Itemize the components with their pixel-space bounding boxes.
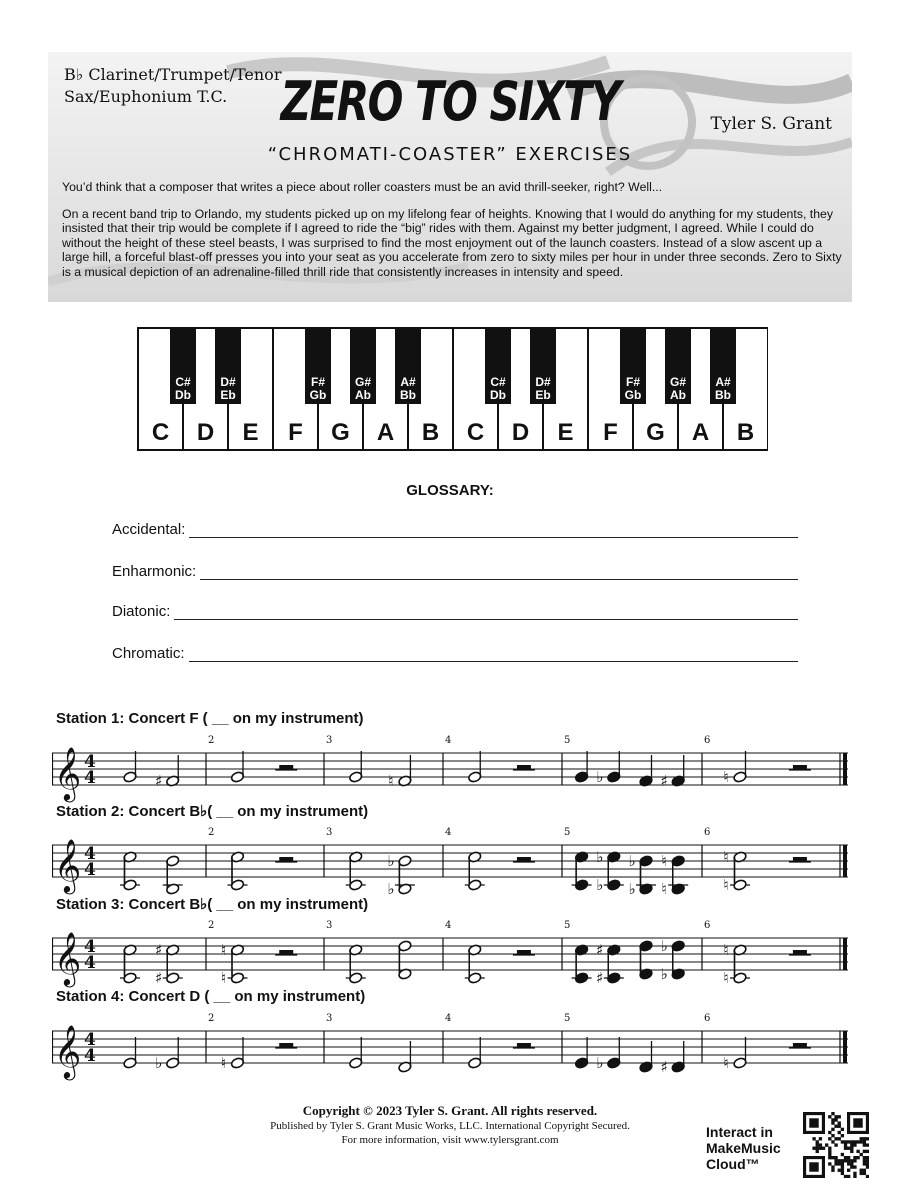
accidental: ♮ xyxy=(723,1054,729,1072)
measure-number: 6 xyxy=(704,827,711,838)
glossary-title: GLOSSARY: xyxy=(406,482,494,499)
measure-number: 2 xyxy=(208,1013,215,1024)
glossary-row-enharmonic xyxy=(112,563,798,580)
note xyxy=(639,940,653,980)
instrument-line-1: B♭ Clarinet/Trumpet/Tenor xyxy=(64,65,282,84)
final-barline xyxy=(843,1031,847,1063)
black-key-flat-label: Ab xyxy=(670,388,686,402)
black-key-sharp-label: A# xyxy=(715,375,731,389)
piece-title: ZERO TO SIXTY xyxy=(280,70,620,133)
time-signature-top: 4 xyxy=(84,1030,96,1050)
treble-clef-icon: 𝄞 xyxy=(54,838,82,892)
accidental: ♮ xyxy=(220,1054,227,1072)
black-key-flat-label: Db xyxy=(490,388,506,402)
composer-name: Tyler S. Grant xyxy=(710,114,832,134)
accidental: ♯ xyxy=(155,941,163,959)
final-barline xyxy=(843,938,847,970)
white-key-label: F xyxy=(288,419,303,446)
accidental: ♭ xyxy=(660,937,668,955)
intro-paragraph-1: You’d think that a composer that writes a piece about roller coasters must be an avid thrill-seeker, right? Well... xyxy=(62,180,663,194)
accidental: ♭ xyxy=(660,965,668,983)
time-signature-top: 4 xyxy=(84,844,96,864)
accidental: ♮ xyxy=(723,941,729,959)
black-key-sharp-label: G# xyxy=(354,375,372,389)
black-key-sharp-label: D# xyxy=(220,375,236,389)
measure-number: 4 xyxy=(445,1013,452,1024)
glossary-term: Enharmonic: xyxy=(112,563,197,580)
measure-number: 2 xyxy=(208,735,215,746)
station-3-staff xyxy=(52,920,852,988)
black-key xyxy=(485,328,511,404)
black-key-sharp-label: G# xyxy=(669,375,687,389)
accidental: ♭ xyxy=(628,880,636,895)
accidental: ♭ xyxy=(596,768,604,786)
accidental: ♮ xyxy=(220,941,227,959)
accidental: ♯ xyxy=(596,941,604,959)
black-key-flat-label: Gb xyxy=(309,388,327,402)
black-key-sharp-label: F# xyxy=(625,375,641,389)
intro-text xyxy=(62,180,847,292)
black-key xyxy=(215,328,241,404)
glossary-answer-line[interactable] xyxy=(174,605,798,620)
publisher-line: Published by Tyler S. Grant Music Works, LLC. International Copyright Secured. xyxy=(270,1120,630,1132)
black-key xyxy=(305,328,331,404)
measure-number: 3 xyxy=(326,1013,333,1024)
note xyxy=(628,852,656,895)
makemusic-cloud-label[interactable] xyxy=(706,1124,802,1172)
note xyxy=(596,848,624,894)
note xyxy=(398,940,412,980)
accidental: ♭ xyxy=(387,852,395,870)
note xyxy=(398,1041,412,1073)
piano-keyboard xyxy=(136,326,768,452)
interact-line-2: MakeMusic xyxy=(706,1140,781,1156)
note xyxy=(349,751,363,783)
accidental: ♭ xyxy=(596,1054,604,1072)
copyright-line: Copyright © 2023 Tyler S. Grant. All rights reserved. xyxy=(302,1103,598,1118)
station-4-staff xyxy=(52,1013,852,1081)
black-key xyxy=(530,328,556,404)
white-key-label: F xyxy=(603,419,618,446)
treble-clef-icon: 𝄞 xyxy=(54,746,82,800)
note xyxy=(723,941,750,987)
interact-line-3: Cloud™ xyxy=(706,1156,760,1172)
black-key-sharp-label: C# xyxy=(490,375,506,389)
note xyxy=(230,751,244,783)
station-1-label: Station 1: Concert F ( __ on my instrument) xyxy=(56,710,364,727)
black-key xyxy=(350,328,376,404)
measure-number: 4 xyxy=(445,827,452,838)
note xyxy=(387,852,415,895)
glossary-row-chromatic xyxy=(112,645,798,662)
note xyxy=(639,1041,653,1073)
piece-subtitle: “CHROMATI-COASTER” EXERCISES xyxy=(267,144,633,165)
accidental: ♭ xyxy=(596,876,604,894)
measure-number: 5 xyxy=(564,1013,571,1024)
white-key-label: A xyxy=(376,419,395,446)
note xyxy=(661,1041,686,1076)
glossary-term: Diatonic: xyxy=(112,603,171,620)
black-key-flat-label: Db xyxy=(175,388,191,402)
note xyxy=(228,851,248,891)
time-signature-bottom: 4 xyxy=(84,953,96,973)
glossary-answer-line[interactable] xyxy=(200,565,798,580)
note xyxy=(465,851,485,891)
header-banner xyxy=(48,52,852,302)
black-key-flat-label: Bb xyxy=(715,388,731,402)
note xyxy=(639,755,653,787)
note xyxy=(123,751,137,783)
note xyxy=(468,751,482,783)
measure-number: 4 xyxy=(445,920,452,931)
black-key-sharp-label: F# xyxy=(310,375,326,389)
time-signature-top: 4 xyxy=(84,937,96,957)
intro-paragraph-2: On a recent band trip to Orlando, my students picked up on my lifelong fear of heights. Knowing that I would do anything for my students, they insisted that their trip would be complete if I agreed to ride the “big” rides with them. Against my better judgment, I agreed. While I could do without the height of these steel beasts, I was surprised to find the most enjoyment out of the launch coasters. Instead of a slow ascent up a large hill, a forceful blast-off presses you into your seat as you accelerate from zero to sixty miles per hour in under three seconds. Zero to Sixty is a musical depiction of an adrenaline-filled thrill ride that consistently increases in intensity and speed. xyxy=(62,206,842,279)
measure-number: 6 xyxy=(704,735,711,746)
measure-number: 5 xyxy=(564,827,571,838)
accidental: ♯ xyxy=(596,969,604,987)
glossary-term: Accidental: xyxy=(112,521,186,538)
white-key-label: B xyxy=(421,419,440,446)
white-key-label: C xyxy=(151,419,170,446)
accidental: ♮ xyxy=(661,852,667,870)
note xyxy=(155,755,180,790)
note xyxy=(574,1037,588,1069)
note xyxy=(465,944,485,984)
instrument-line-2: Sax/Euphonium T.C. xyxy=(64,87,228,106)
glossary-answer-line[interactable] xyxy=(189,647,798,662)
accidental: ♮ xyxy=(723,768,729,786)
note xyxy=(723,848,750,894)
accidental: ♯ xyxy=(155,772,163,790)
white-key-label: G xyxy=(646,419,665,446)
glossary-answer-line[interactable] xyxy=(189,523,798,538)
accidental: ♮ xyxy=(723,969,729,987)
station-1-staff xyxy=(52,735,852,803)
treble-clef-icon: 𝄞 xyxy=(54,1024,82,1078)
accidental: ♮ xyxy=(220,969,227,987)
white-key-label: E xyxy=(557,419,574,446)
accidental: ♮ xyxy=(723,876,729,894)
accidental: ♮ xyxy=(388,772,394,790)
time-signature-bottom: 4 xyxy=(84,860,96,880)
accidental: ♭ xyxy=(628,852,636,870)
note xyxy=(120,944,140,984)
accidental: ♭ xyxy=(155,1054,163,1072)
note xyxy=(572,944,592,984)
black-key-sharp-label: C# xyxy=(175,375,191,389)
black-key-flat-label: Bb xyxy=(400,388,416,402)
note xyxy=(661,937,686,983)
black-key-flat-label: Eb xyxy=(535,388,551,402)
measure-number: 5 xyxy=(564,735,571,746)
black-key xyxy=(710,328,736,404)
measure-number: 3 xyxy=(326,735,333,746)
black-key xyxy=(620,328,646,404)
black-key xyxy=(665,328,691,404)
white-key-label: E xyxy=(242,419,259,446)
accidental: ♭ xyxy=(387,880,395,895)
interact-line-1: Interact in xyxy=(706,1124,773,1140)
measure-number: 2 xyxy=(208,920,215,931)
note xyxy=(468,1037,482,1069)
glossary-row-accidental xyxy=(112,521,798,538)
glossary-term: Chromatic: xyxy=(112,645,185,662)
station-2-staff xyxy=(52,827,852,895)
qr-code-icon[interactable] xyxy=(803,1112,869,1178)
station-4-label: Station 4: Concert D ( __ on my instrument) xyxy=(56,988,366,1005)
measure-number: 3 xyxy=(326,827,333,838)
accidental: ♭ xyxy=(596,848,604,866)
final-barline xyxy=(843,845,847,877)
note xyxy=(221,941,248,987)
accidental: ♯ xyxy=(660,1058,668,1076)
note xyxy=(596,941,624,987)
time-signature-bottom: 4 xyxy=(84,1046,96,1066)
note xyxy=(572,851,592,891)
black-key-flat-label: Gb xyxy=(624,388,642,402)
measure-number: 5 xyxy=(564,920,571,931)
treble-clef-icon: 𝄞 xyxy=(54,931,82,985)
note xyxy=(349,1037,363,1069)
info-line: For more information, visit www.tylersgrant.com xyxy=(341,1134,559,1146)
note xyxy=(662,852,689,895)
note xyxy=(123,1037,137,1069)
station-3-label: Station 3: Concert B♭( __ on my instrument) xyxy=(56,896,369,913)
black-key-sharp-label: A# xyxy=(400,375,416,389)
measure-number: 4 xyxy=(445,735,452,746)
station-2-label: Station 2: Concert B♭( __ on my instrument) xyxy=(56,803,369,820)
accidental: ♮ xyxy=(723,848,729,866)
white-key-label: B xyxy=(736,419,755,446)
note xyxy=(120,851,140,891)
note xyxy=(388,755,412,790)
white-key-label: D xyxy=(511,419,530,446)
note xyxy=(346,851,366,891)
measure-number: 6 xyxy=(704,920,711,931)
white-key-label: G xyxy=(331,419,350,446)
note xyxy=(661,755,686,790)
note xyxy=(155,941,183,987)
black-key-sharp-label: D# xyxy=(535,375,551,389)
time-signature-bottom: 4 xyxy=(84,768,96,788)
measure-number: 2 xyxy=(208,827,215,838)
final-barline xyxy=(843,753,847,785)
note xyxy=(346,944,366,984)
white-key-label: C xyxy=(466,419,485,446)
black-key-flat-label: Ab xyxy=(355,388,371,402)
accidental: ♯ xyxy=(660,772,668,790)
measure-number: 6 xyxy=(704,1013,711,1024)
black-key-flat-label: Eb xyxy=(220,388,236,402)
glossary-row-diatonic xyxy=(112,603,798,620)
white-key-label: D xyxy=(196,419,215,446)
accidental: ♯ xyxy=(155,969,163,987)
black-key xyxy=(170,328,196,404)
time-signature-top: 4 xyxy=(84,752,96,772)
measure-number: 3 xyxy=(326,920,333,931)
black-key xyxy=(395,328,421,404)
note xyxy=(574,751,588,783)
white-key-label: A xyxy=(691,419,710,446)
accidental: ♮ xyxy=(661,880,667,895)
